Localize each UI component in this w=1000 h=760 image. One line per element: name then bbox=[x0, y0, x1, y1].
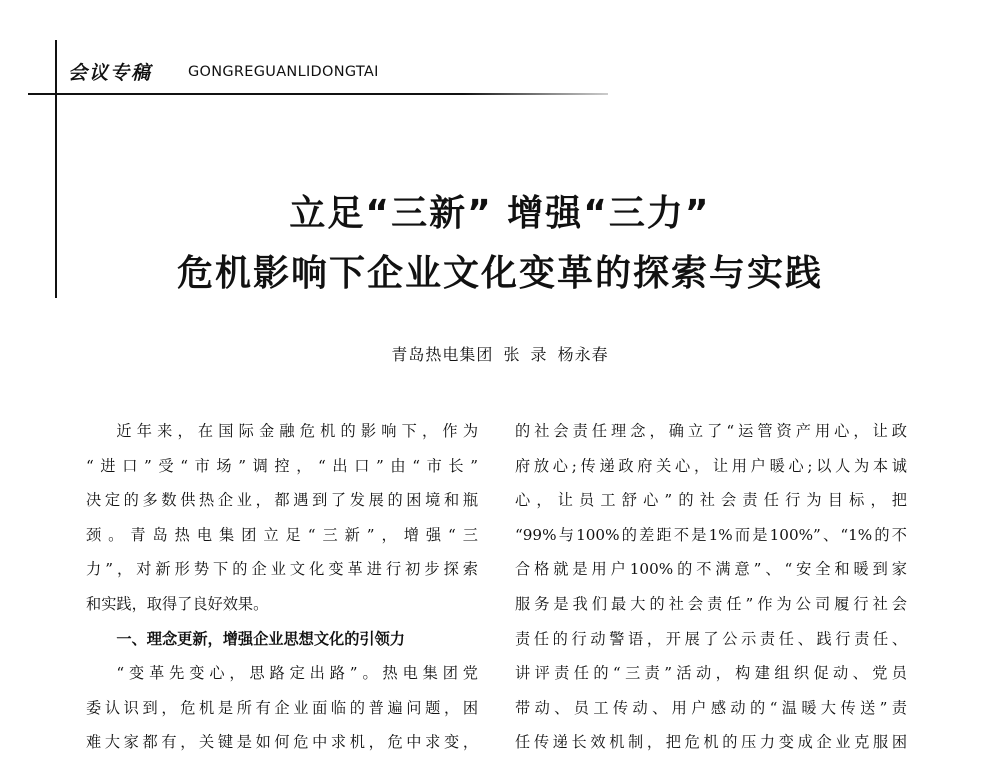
text-line: 难大家都有，关键是如何危中求机，危中求变， bbox=[86, 733, 478, 752]
text-line: “进口”受“市场”调控，“出口”由“市长” bbox=[86, 456, 478, 475]
text-line: 和实践，取得了良好效果。 bbox=[86, 594, 269, 613]
section-subtitle: GONGREGUANLIDONGTAI bbox=[188, 64, 379, 80]
text-line: 服务是我们最大的社会责任”作为公司履行社会 bbox=[515, 594, 907, 613]
text-line: 任传递长效机制，把危机的压力变成企业克服困 bbox=[515, 733, 907, 752]
text-line: 讲评责任的“三责”活动，构建组织促动、党员 bbox=[515, 664, 907, 683]
text-line: 合格就是用户100%的不满意”、“安全和暖到家 bbox=[515, 560, 907, 579]
text-line: 府放心;传递政府关心，让用户暖心;以人为本诚 bbox=[515, 456, 907, 475]
article-title-line-2: 危机影响下企业文化变革的探索与实践 bbox=[176, 253, 823, 294]
text-line: 委认识到，危机是所有企业面临的普遍问题，困 bbox=[86, 698, 478, 717]
text-line: 责任的行动警语，开展了公示责任、践行责任、 bbox=[515, 629, 907, 648]
text-line: 的社会责任理念，确立了“运管资产用心，让政 bbox=[515, 422, 907, 440]
text-line: 近年来，在国际金融危机的影响下，作为 bbox=[116, 422, 478, 440]
text-line: “99%与100%的差距不是1%而是100%”、“1%的不 bbox=[515, 525, 907, 544]
article-byline: 青岛热电集团 张 录 杨永春 bbox=[391, 345, 609, 364]
text-line: 带动、员工传动、用户感动的“温暖大传送”责 bbox=[515, 698, 907, 717]
section-heading: 一、理念更新，增强企业思想文化的引领力 bbox=[116, 629, 405, 648]
body-column-right bbox=[515, 414, 907, 760]
text-line: “变革先变心，思路定出路”。热电集团党 bbox=[116, 664, 478, 683]
article-title-line-1: 立足“三新” 增强“三力” bbox=[289, 193, 711, 234]
text-line: 颈。青岛热电集团立足“三新”，增强“三 bbox=[86, 525, 478, 544]
text-line: 决定的多数供热企业，都遇到了发展的困境和瓶 bbox=[86, 491, 478, 510]
text-line: 力”，对新形势下的企业文化变革进行初步探索 bbox=[86, 560, 478, 579]
section-label: 会议专稿 bbox=[68, 62, 153, 84]
body-column-left bbox=[86, 414, 478, 760]
text-line: 心，让员工舒心”的社会责任行为目标，把 bbox=[515, 491, 907, 510]
header-horizontal-rule bbox=[28, 93, 608, 95]
